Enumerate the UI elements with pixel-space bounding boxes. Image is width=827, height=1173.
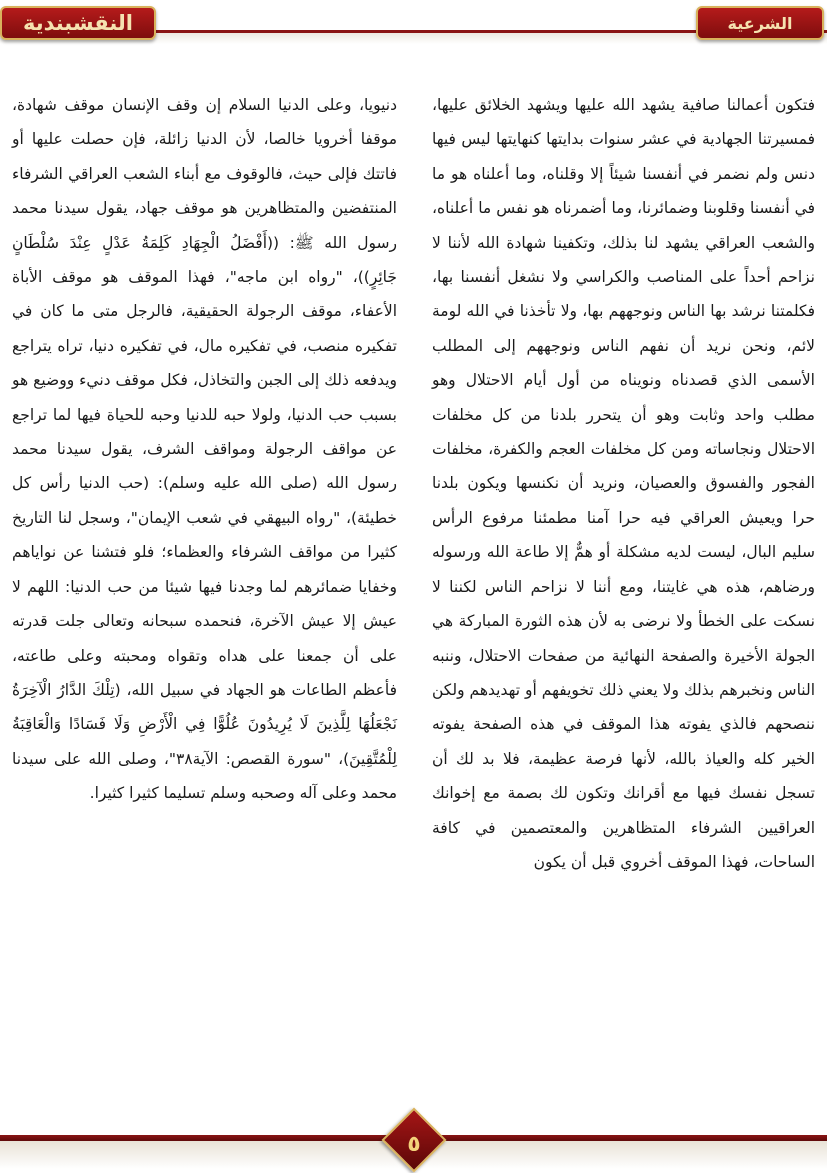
magazine-title: النقشبندية — [22, 11, 134, 35]
section-title: الشرعية — [727, 13, 793, 33]
magazine-title-tag — [0, 6, 156, 40]
article-column-right: فتكون أعمالنا صافية يشهد الله عليها ويشهد الخلائق عليها، فمسيرتنا الجهادية في عشر سنوات بدايتها كنهايتها ليس فيها دنس ولم نضمر في أنفسنا شيئاً إلا وقلناه، وما أعلناه هو ما في أنفسنا وقلوبنا وضمائرنا، وما أضمرناه هو نفس ما أعلناه، والشعب العراقي يشهد لنا بذلك، وتكفينا شهادة الله لأننا لا نزاحم أحداً على المناصب والكراسي ولا نشغل أنفسنا بها، فكلمتنا نرشد بها الناس ونوجههم بها، ولا تأخذنا في الله لومة لائم، ونحن نريد أن نفهم الناس ونوجههم إلى المطلب الأسمى الذي قصدناه ونويناه من أول أيام الاحتلال وهو مطلب واحد وثابت وهو أن يتحرر بلدنا من كل مخلفات الاحتلال ونجاساته ومن كل مخلفات العجم والكفرة، مخلفات الفجور والفسوق والعصيان، ونريد أن نكنسها ويكون بلدنا حرا ويعيش العراقي فيه حرا آمنا مطمئنا مرفوع الرأس سليم البال، ليست لديه مشكلة أو همٌّ إلا طاعة الله ورسوله ورضاهم، هذه هي غايتنا، ومع أننا لا نزاحم الناس لكننا لا نسكت على الخطأ ولا نرضى به لأن هذه الثورة المباركة هي الجولة الأخيرة والصفحة النهائية من صفحات الاحتلال، وننبه الناس ونخبرهم بذلك ولا يعني ذلك تخويفهم أو تهديدهم ولكن ننصحهم فالذي يفوته هذا الموقف في هذه الصفحة يفوته الخير كله والعياذ بالله، لأنها فرصة عظيمة، فلا بد لك أن تسجل نفسك فيها مع أقرانك وتكون لك بصمة مع إخوانك العراقيين الشرفاء المتظاهرين والمعتصمين في كافة الساحات، فهذا الموقف أخروي قبل أن يكون — [432, 96, 815, 871]
page-number: ٥ — [407, 1131, 421, 1157]
section-tag — [696, 6, 824, 40]
article-column-left: دنيويا، وعلى الدنيا السلام إن وقف الإنسان موقف شهادة، موقفا أخرويا خالصا، لأن الدنيا زائلة، فإن حصلت عليها أو فاتتك فإلى حيث، فالوقوف مع أبناء الشعب العراقي الشرفاء المنتفضين والمتظاهرين هو موقف جهاد، يقول سيدنا محمد رسول الله ﷺ: ((أَفْضَلُ الْجِهَادِ كَلِمَةُ عَدْلٍ عِنْدَ سُلْطَانٍ جَائِرٍ))، "رواه ابن ماجه"، فهذا الموقف هو موقف الأباة الأعفاء، موقف الرجولة الحقيقية، فالرجل متى ما كان في تفكيره منصب، في تفكيره مال، في تفكيره دنيا، تراه يتراجع ويدفعه ذلك إلى الجبن والتخاذل، فكل موقف دنيء ووضيع هو بسبب حب الدنيا، ولولا حبه للدنيا وحبه للحياة فيها لما تراجع عن مواقف الرجولة ومواقف الشرف، يقول سيدنا محمد رسول الله (صلى الله عليه وسلم): (حب الدنيا رأس كل خطيئة)، "رواه البيهقي في شعب الإيمان"، وسجل لنا التاريخ كثيرا من مواقف الشرفاء والعظماء؛ فلو فتشنا عن نواياهم وخفايا ضمائرهم لما وجدنا فيها شيئا من حب الدنيا: اللهم لا عيش إلا عيش الآخرة، فنحمده سبحانه وتعالى جلت قدرته على أن جمعنا على هداه وتقواه ومحبته وعلى طاعته، فأعظم الطاعات هو الجهاد في سبيل الله، (تِلْكَ الدَّارُ الْآخِرَةُ نَجْعَلُهَا لِلَّذِينَ لَا يُرِيدُونَ عُلُوًّا فِي الْأَرْضِ وَلَا فَسَادًا وَالْعَاقِبَةُ لِلْمُتَّقِينَ)، "سورة القصص: الآية٣٨"، وصلى الله على سيدنا محمد وعلى آله وصحبه وسلم تسليما كثيرا كثيرا. — [12, 96, 397, 803]
